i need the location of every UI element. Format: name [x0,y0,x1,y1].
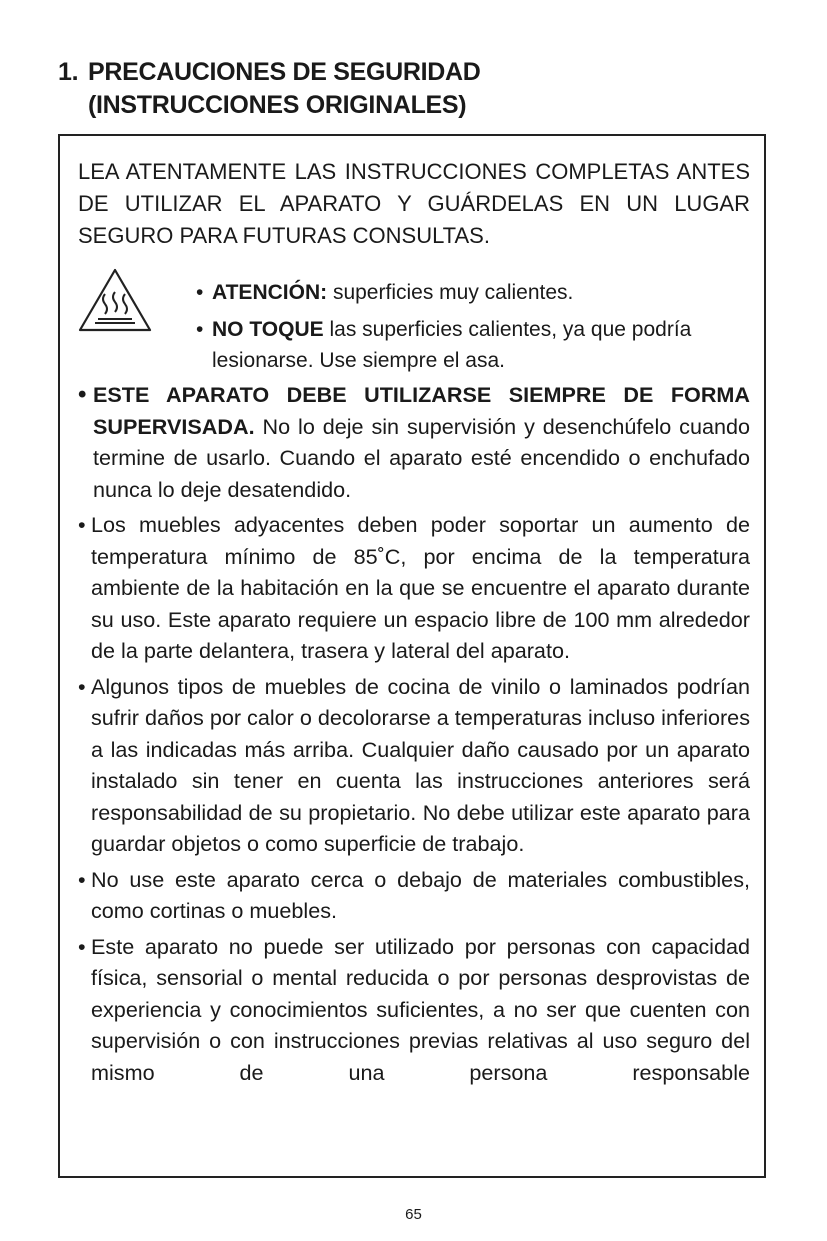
attention-line-1: • ATENCIÓN: superficies muy calientes. [196,281,574,304]
list-item-bold: ESTE APARATO DEBE UTILIZARSE SIEMPRE DE FORMA SUPERVISADA. [93,382,750,439]
page-number: 65 [405,1206,422,1223]
list-item: • Los muebles adyacentes deben poder soportar un aumento de temperatura mínimo de 85˚C, por encima de la temperatura ambiente de la habitación en la que se encuentre el aparato durante su uso. Este aparato requiere un espacio libre de 100 mm alrededor de la parte delantera, trasera y lateral del aparato. [78,512,750,663]
list-item-text: No use este aparato cerca o debajo de materiales combustibles, como cortinas o muebles. [91,866,750,923]
precautions-list [78,379,750,1092]
no-touch-text: las superficies calientes, ya que podría lesionarse. Use siempre el asa. [212,318,692,372]
list-item: • ESTE APARATO DEBE UTILIZARSE SIEMPRE DE FORMA SUPERVISADA. No lo deje sin supervisión y desenchúfelo cuando termine de usarlo. Cuando el aparato esté encendido o enchufado nunca lo deje desatendido. [78,381,750,502]
list-item-text: No lo deje sin supervisión y desenchúfelo cuando termine de usarlo. Cuando el aparato esté encendido o enchufado nunca lo deje desatendido. [93,413,750,502]
no-touch-label: NO TOQUE [212,318,324,341]
heading-line-1 [58,56,481,89]
safety-box [58,134,766,1178]
list-item-text: Algunos tipos de muebles de cocina de vinilo o laminados podrían sufrir daños por calor o decolorarse a temperaturas incluso inferiores a las indicadas más arriba. Cualquier daño causado por un aparato instalado sin tener en cuenta las instrucciones anteriores será responsabilidad de su propietario. No debe utilizar este aparato para guardar objetos o como superficie de trabajo. [91,673,750,856]
heading-subtitle: (INSTRUCCIONES ORIGINALES) [88,91,467,119]
list-item-text: Los muebles adyacentes deben poder soportar un aumento de temperatura mínimo de 85˚C, por encima de la temperatura ambiente de la habitación en la que se encuentre el aparato durante su uso. Este aparato requiere un espacio libre de 100 mm alrededor de la parte delantera, trasera y lateral del aparato. [91,512,750,663]
list-item: • Algunos tipos de muebles de cocina de vinilo o laminados podrían sufrir daños por calor o decolorarse a temperaturas incluso inferiores a las indicadas más arriba. Cualquier daño causado por un aparato instalado sin tener en cuenta las instrucciones anteriores será responsabilidad de su propietario. No debe utilizar este aparato para guardar objetos o como superficie de trabajo. [78,673,750,856]
list-item: • No use este aparato cerca o debajo de materiales combustibles, como cortinas o muebles. [78,866,750,923]
attention-line-2: • NO TOQUE las superficies calientes, ya que podría lesionarse. Use siempre el asa. [196,318,692,372]
attention-text: superficies muy calientes. [332,281,574,304]
attention-label: ATENCIÓN: [212,281,328,304]
heading-number: 1. [58,58,79,86]
heading-title: PRECAUCIONES DE SEGURIDAD [88,58,481,86]
list-item-text: Este aparato no puede ser utilizado por personas con capacidad física, sensorial o mental reducida o por personas desprovistas de experiencia y conocimientos suficientes, a no ser que cuenten con supervisión o con instrucciones previas relativas al uso seguro del mismo de una persona responsable [91,933,750,1085]
section-heading [58,56,481,122]
intro-paragraph: LEA ATENTAMENTE LAS INSTRUCCIONES COMPLETAS ANTES DE UTILIZAR EL APARATO Y GUÁRDELAS EN UN LUGAR SEGURO PARA FUTURAS CONSULTAS. [78,159,750,248]
list-item: • Este aparato no puede ser utilizado por personas con capacidad física, sensorial o mental reducida o por personas desprovistas de experiencia y conocimientos suficientes, a no ser que cuenten con supervisión o con instrucciones previas relativas al uso seguro del mismo de una persona responsable [78,933,750,1085]
hot-surface-warning-icon [76,266,154,334]
